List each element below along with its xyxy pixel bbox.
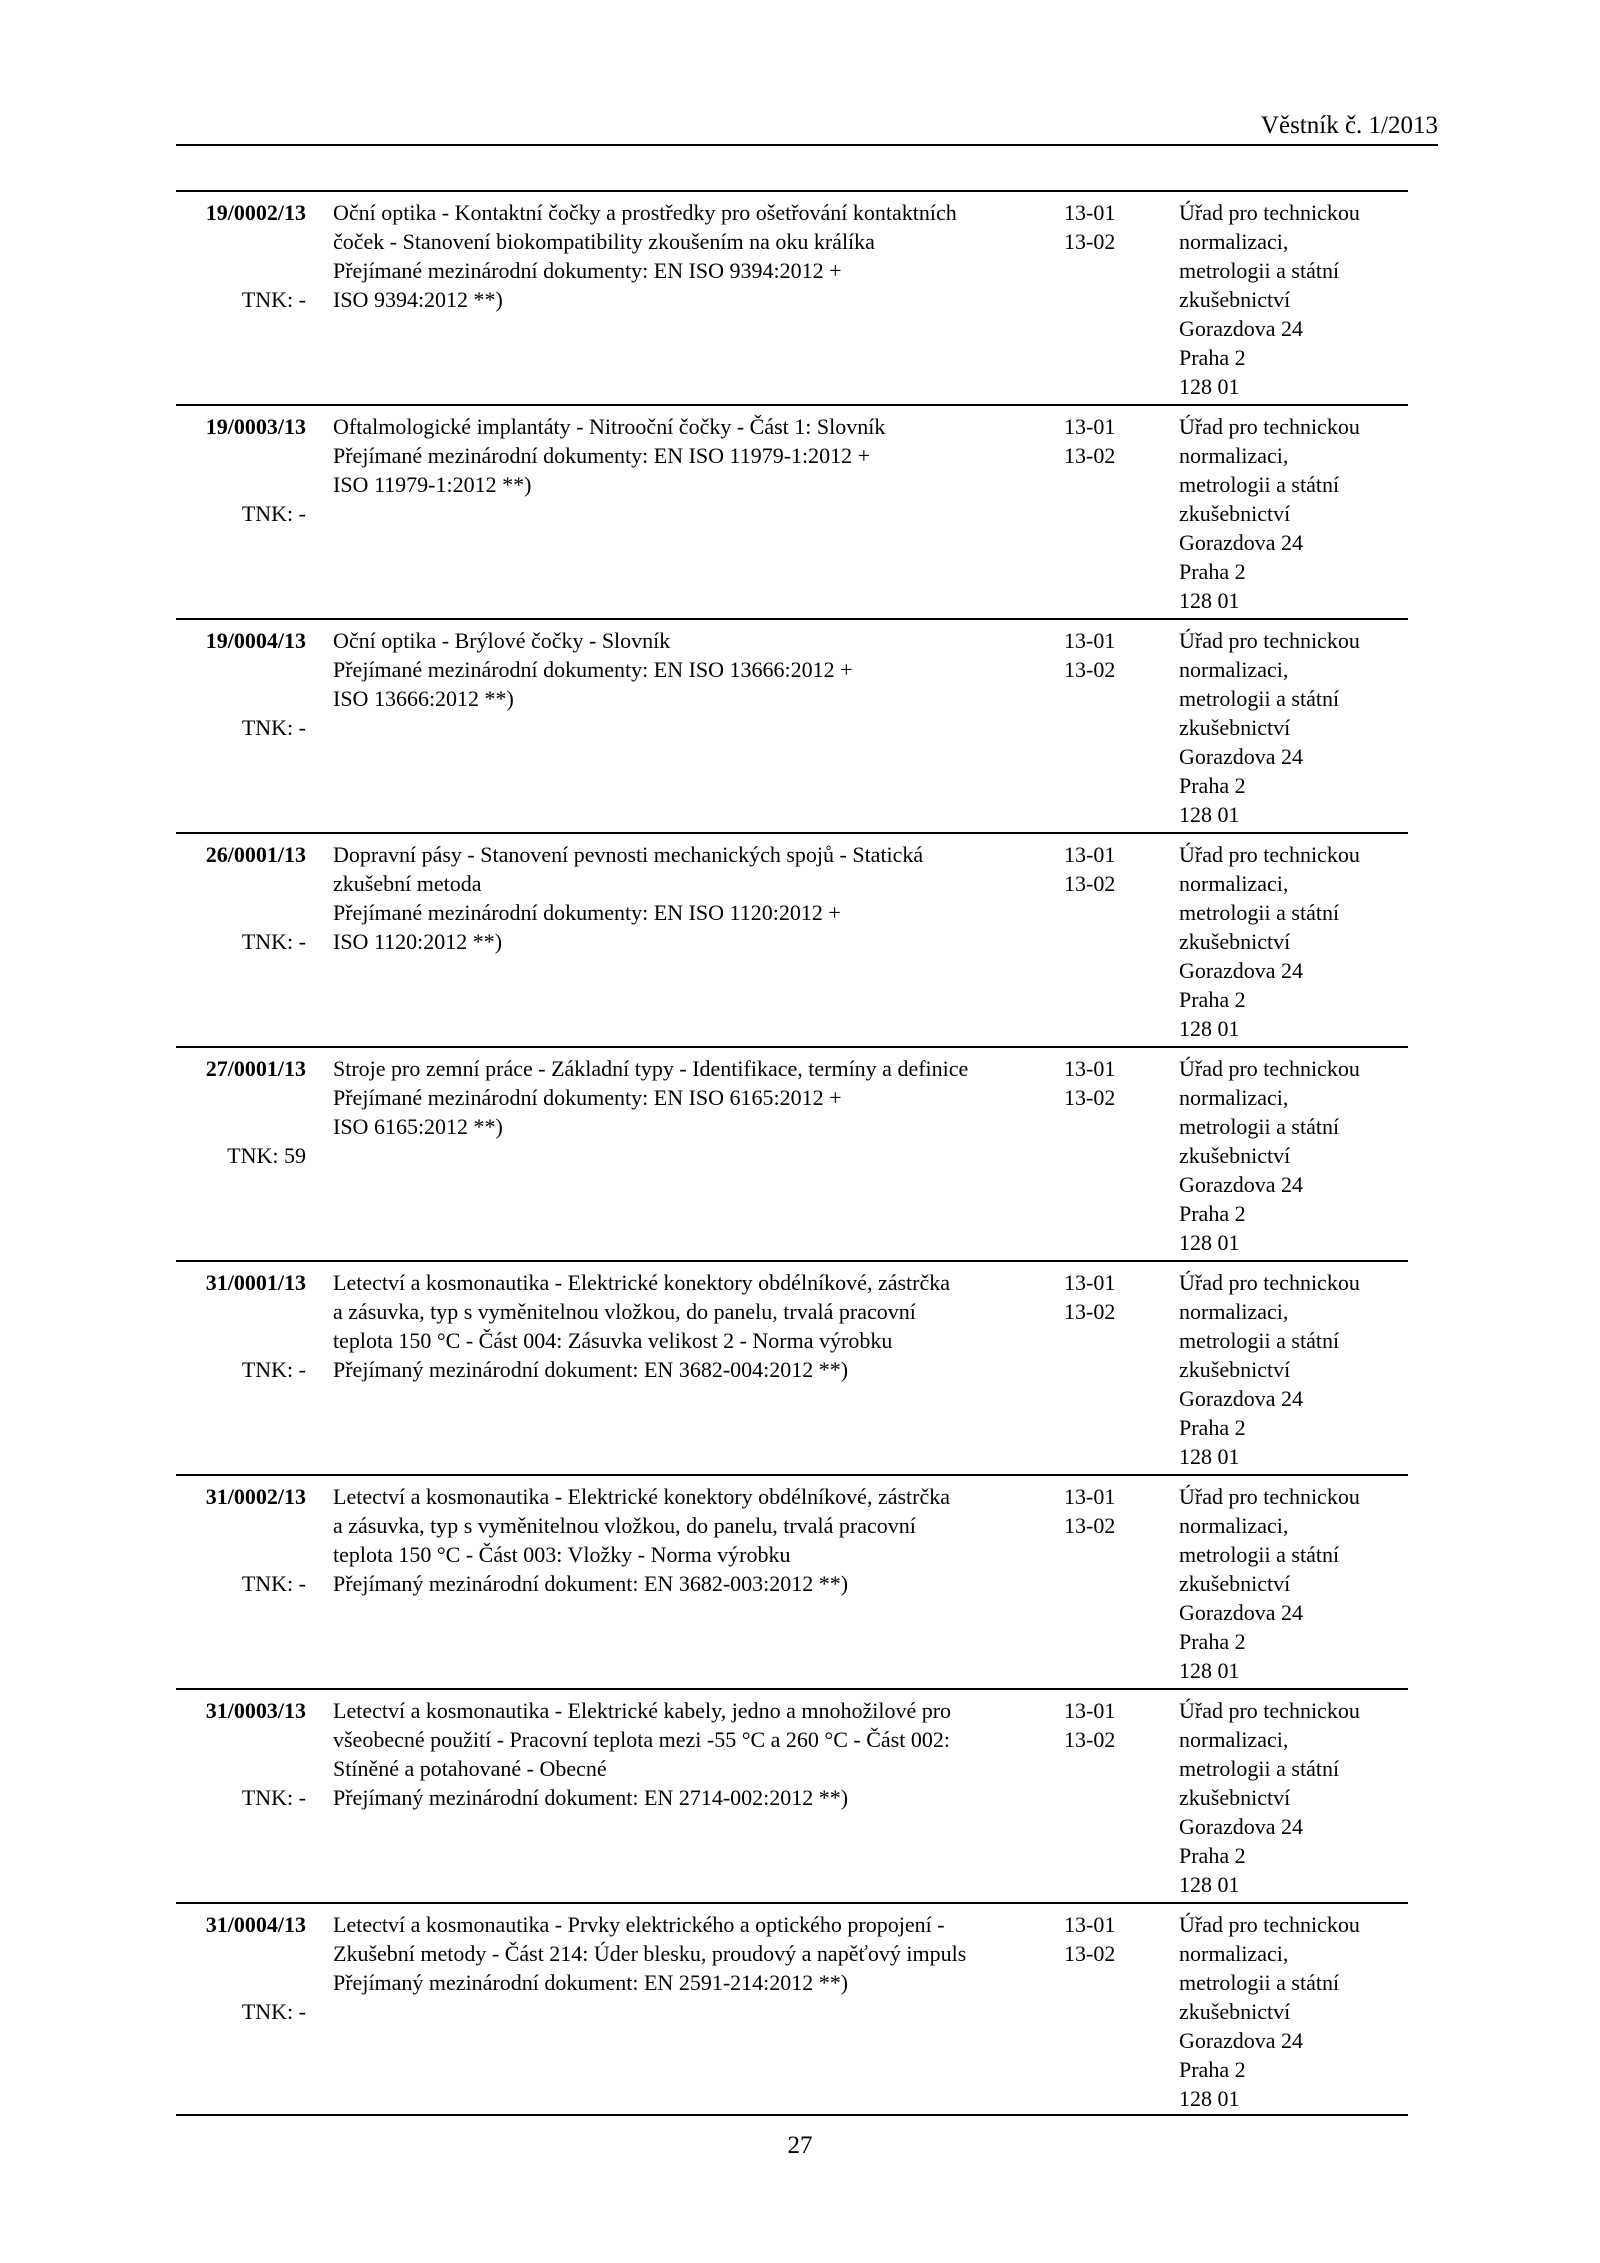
description-line: a zásuvka, typ s vyměnitelnou vložkou, do panelu, trvalá pracovní (333, 1513, 916, 1538)
office-line: Praha 2 (1179, 1415, 1246, 1440)
office-line: 128 01 (1179, 802, 1240, 827)
office-line: metrologii a státní (1179, 1756, 1340, 1781)
description-line: Oční optika - Kontaktní čočky a prostředky pro ošetřování kontaktních (333, 200, 957, 225)
table-row (176, 1688, 1408, 1902)
office-line: Praha 2 (1179, 1843, 1246, 1868)
entry-office-address (1179, 412, 1408, 615)
entry-office-address (1179, 1054, 1408, 1257)
entry-id-cell (176, 1054, 306, 1170)
office-line: normalizaci, (1179, 1727, 1289, 1752)
entry-id-cell (176, 198, 306, 314)
entry-number: 26/0001/13 (205, 842, 306, 867)
code-value: 13-01 (1064, 1484, 1116, 1509)
description-line: Přejímaný mezinárodní dokument: EN 2591-214:2012 **) (333, 1970, 849, 1995)
table-row (176, 1902, 1408, 2116)
code-value: 13-01 (1064, 1056, 1116, 1081)
office-line: Praha 2 (1179, 773, 1246, 798)
entry-number: 31/0001/13 (205, 1270, 306, 1295)
office-line: Praha 2 (1179, 1201, 1246, 1226)
office-line: Úřad pro technickou (1179, 1484, 1360, 1509)
entry-codes (1064, 412, 1144, 470)
office-line: zkušebnictví (1179, 287, 1291, 312)
entry-office-address (1179, 1482, 1408, 1685)
office-line: Úřad pro technickou (1179, 1912, 1360, 1937)
code-value: 13-01 (1064, 628, 1116, 653)
office-line: Úřad pro technickou (1179, 1056, 1360, 1081)
entry-number: 31/0004/13 (205, 1912, 306, 1937)
office-line: Praha 2 (1179, 345, 1246, 370)
office-line: Úřad pro technickou (1179, 1270, 1360, 1295)
entry-office-address (1179, 1696, 1408, 1899)
entry-tnk: TNK: 59 (227, 1143, 306, 1168)
description-line: Oftalmologické implantáty - Nitrooční čočky - Část 1: Slovník (333, 414, 886, 439)
entry-number: 19/0002/13 (205, 200, 306, 225)
office-line: Úřad pro technickou (1179, 414, 1360, 439)
entry-number: 19/0004/13 (205, 628, 306, 653)
entry-description (333, 1482, 950, 1598)
entry-description (333, 1696, 952, 1812)
office-line: zkušebnictví (1179, 715, 1291, 740)
office-line: Gorazdova 24 (1179, 958, 1304, 983)
code-value: 13-01 (1064, 1698, 1116, 1723)
office-line: 128 01 (1179, 588, 1240, 613)
entry-office-address (1179, 1268, 1408, 1471)
description-line: Dopravní pásy - Stanovení pevnosti mechanických spojů - Statická (333, 842, 924, 867)
office-line: Praha 2 (1179, 559, 1246, 584)
description-line: Přejímané mezinárodní dokumenty: EN ISO 9394:2012 + (333, 258, 842, 283)
description-line: teplota 150 °C - Část 004: Zásuvka velikost 2 - Norma výrobku (333, 1328, 893, 1353)
office-line: normalizaci, (1179, 1299, 1289, 1324)
description-line: teplota 150 °C - Část 003: Vložky - Norma výrobku (333, 1542, 791, 1567)
code-value: 13-02 (1064, 1513, 1116, 1538)
office-line: Gorazdova 24 (1179, 1172, 1304, 1197)
description-line: Zkušební metody - Část 214: Úder blesku, proudový a napěťový impuls (333, 1941, 967, 1966)
office-line: 128 01 (1179, 2086, 1240, 2111)
code-value: 13-02 (1064, 1085, 1116, 1110)
table-row (176, 1474, 1408, 1688)
office-line: zkušebnictví (1179, 501, 1291, 526)
page-number: 27 (787, 2132, 813, 2159)
entry-office-address (1179, 1910, 1408, 2113)
description-line: Přejímané mezinárodní dokumenty: EN ISO 1120:2012 + (333, 900, 841, 925)
description-line: Letectví a kosmonautika - Elektrické konektory obdélníkové, zástrčka (333, 1484, 950, 1509)
entry-tnk: TNK: - (241, 1357, 306, 1382)
office-line: metrologii a státní (1179, 1328, 1340, 1353)
office-line: metrologii a státní (1179, 686, 1340, 711)
office-line: normalizaci, (1179, 443, 1289, 468)
entry-number: 19/0003/13 (205, 414, 306, 439)
office-line: Praha 2 (1179, 2057, 1246, 2082)
entry-description (333, 1054, 969, 1141)
description-line: Oční optika - Brýlové čočky - Slovník (333, 628, 671, 653)
description-line: ISO 6165:2012 **) (333, 1114, 503, 1139)
office-line: Gorazdova 24 (1179, 1386, 1304, 1411)
code-value: 13-01 (1064, 1912, 1116, 1937)
description-line: čoček - Stanovení biokompatibility zkoušením na oku králíka (333, 229, 875, 254)
office-line: normalizaci, (1179, 1941, 1289, 1966)
office-line: Gorazdova 24 (1179, 744, 1304, 769)
entry-number: 27/0001/13 (205, 1056, 306, 1081)
description-line: Přejímané mezinárodní dokumenty: EN ISO 13666:2012 + (333, 657, 853, 682)
table-row (176, 832, 1408, 1046)
entry-description (333, 412, 893, 499)
office-line: metrologii a státní (1179, 1970, 1340, 1995)
description-line: zkušební metoda (333, 871, 482, 896)
entry-id-cell (176, 1482, 306, 1598)
office-line: Gorazdova 24 (1179, 530, 1304, 555)
entry-id-cell (176, 840, 306, 956)
office-line: normalizaci, (1179, 871, 1289, 896)
description-line: Stroje pro zemní práce - Základní typy - Identifikace, termíny a definice (333, 1056, 969, 1081)
entry-tnk: TNK: - (241, 287, 306, 312)
standards-table (176, 190, 1408, 2116)
office-line: zkušebnictví (1179, 1357, 1291, 1382)
entry-tnk: TNK: - (241, 501, 306, 526)
entry-id-cell (176, 1910, 306, 2026)
code-value: 13-02 (1064, 1299, 1116, 1324)
description-line: všeobecné použití - Pracovní teplota mezi -55 °C a 260 °C - Část 002: (333, 1727, 950, 1752)
office-line: 128 01 (1179, 1444, 1240, 1469)
entry-tnk: TNK: - (241, 929, 306, 954)
office-line: Gorazdova 24 (1179, 2028, 1304, 2053)
table-row (176, 1046, 1408, 1260)
office-line: zkušebnictví (1179, 1143, 1291, 1168)
code-value: 13-02 (1064, 229, 1116, 254)
office-line: Úřad pro technickou (1179, 628, 1360, 653)
description-line: Přejímaný mezinárodní dokument: EN 2714-002:2012 **) (333, 1785, 849, 1810)
description-line: Přejímaný mezinárodní dokument: EN 3682-004:2012 **) (333, 1357, 849, 1382)
office-line: 128 01 (1179, 1016, 1240, 1041)
description-line: Přejímaný mezinárodní dokument: EN 3682-003:2012 **) (333, 1571, 849, 1596)
description-line: ISO 11979-1:2012 **) (333, 472, 532, 497)
table-row (176, 190, 1408, 404)
office-line: normalizaci, (1179, 1085, 1289, 1110)
entry-codes (1064, 1696, 1144, 1754)
code-value: 13-02 (1064, 1941, 1116, 1966)
office-line: Praha 2 (1179, 987, 1246, 1012)
office-line: zkušebnictví (1179, 1571, 1291, 1596)
entry-id-cell (176, 626, 306, 742)
code-value: 13-01 (1064, 200, 1116, 225)
office-line: Gorazdova 24 (1179, 316, 1304, 341)
entry-tnk: TNK: - (241, 1999, 306, 2024)
office-line: normalizaci, (1179, 229, 1289, 254)
entry-codes (1064, 1910, 1144, 1968)
entry-tnk: TNK: - (241, 715, 306, 740)
office-line: Úřad pro technickou (1179, 842, 1360, 867)
code-value: 13-02 (1064, 657, 1116, 682)
code-value: 13-02 (1064, 1727, 1116, 1752)
description-line: ISO 9394:2012 **) (333, 287, 503, 312)
entry-codes (1064, 840, 1144, 898)
description-line: Letectví a kosmonautika - Elektrické konektory obdélníkové, zástrčka (333, 1270, 950, 1295)
entry-tnk: TNK: - (241, 1785, 306, 1810)
entry-office-address (1179, 840, 1408, 1043)
entry-id-cell (176, 412, 306, 528)
code-value: 13-01 (1064, 414, 1116, 439)
office-line: zkušebnictví (1179, 929, 1291, 954)
entry-description (333, 1268, 950, 1384)
code-value: 13-01 (1064, 1270, 1116, 1295)
office-line: Úřad pro technickou (1179, 1698, 1360, 1723)
office-line: metrologii a státní (1179, 1542, 1340, 1567)
office-line: Praha 2 (1179, 1629, 1246, 1654)
office-line: normalizaci, (1179, 657, 1289, 682)
publication-title: Věstník č. 1/2013 (1260, 112, 1438, 139)
description-line: Přejímané mezinárodní dokumenty: EN ISO 6165:2012 + (333, 1085, 842, 1110)
entry-codes (1064, 626, 1144, 684)
office-line: zkušebnictví (1179, 1785, 1291, 1810)
description-line: Stíněné a potahované - Obecné (333, 1756, 607, 1781)
code-value: 13-02 (1064, 443, 1116, 468)
entry-office-address (1179, 198, 1408, 401)
entry-description (333, 1910, 967, 1997)
entry-description (333, 198, 957, 314)
description-line: a zásuvka, typ s vyměnitelnou vložkou, do panelu, trvalá pracovní (333, 1299, 916, 1324)
page-header (176, 108, 1438, 146)
office-line: 128 01 (1179, 1658, 1240, 1683)
entry-number: 31/0003/13 (205, 1698, 306, 1723)
office-line: 128 01 (1179, 374, 1240, 399)
entry-id-cell (176, 1268, 306, 1384)
office-line: metrologii a státní (1179, 900, 1340, 925)
entry-tnk: TNK: - (241, 1571, 306, 1596)
entry-codes (1064, 198, 1144, 256)
description-line: Přejímané mezinárodní dokumenty: EN ISO 11979-1:2012 + (333, 443, 871, 468)
office-line: 128 01 (1179, 1872, 1240, 1897)
code-value: 13-02 (1064, 871, 1116, 896)
table-row (176, 1260, 1408, 1474)
entry-codes (1064, 1482, 1144, 1540)
table-row (176, 404, 1408, 618)
entry-id-cell (176, 1696, 306, 1812)
office-line: metrologii a státní (1179, 472, 1340, 497)
office-line: normalizaci, (1179, 1513, 1289, 1538)
entry-office-address (1179, 626, 1408, 829)
entry-number: 31/0002/13 (205, 1484, 306, 1509)
description-line: Letectví a kosmonautika - Prvky elektrického a optického propojení - (333, 1912, 945, 1937)
description-line: ISO 13666:2012 **) (333, 686, 514, 711)
office-line: 128 01 (1179, 1230, 1240, 1255)
entry-codes (1064, 1054, 1144, 1112)
entry-description (333, 840, 924, 956)
office-line: metrologii a státní (1179, 258, 1340, 283)
office-line: zkušebnictví (1179, 1999, 1291, 2024)
office-line: Gorazdova 24 (1179, 1600, 1304, 1625)
table-row (176, 618, 1408, 832)
entry-codes (1064, 1268, 1144, 1326)
office-line: metrologii a státní (1179, 1114, 1340, 1139)
description-line: Letectví a kosmonautika - Elektrické kabely, jedno a mnohožilové pro (333, 1698, 952, 1723)
entry-description (333, 626, 893, 713)
office-line: Úřad pro technickou (1179, 200, 1360, 225)
description-line: ISO 1120:2012 **) (333, 929, 503, 954)
code-value: 13-01 (1064, 842, 1116, 867)
office-line: Gorazdova 24 (1179, 1814, 1304, 1839)
